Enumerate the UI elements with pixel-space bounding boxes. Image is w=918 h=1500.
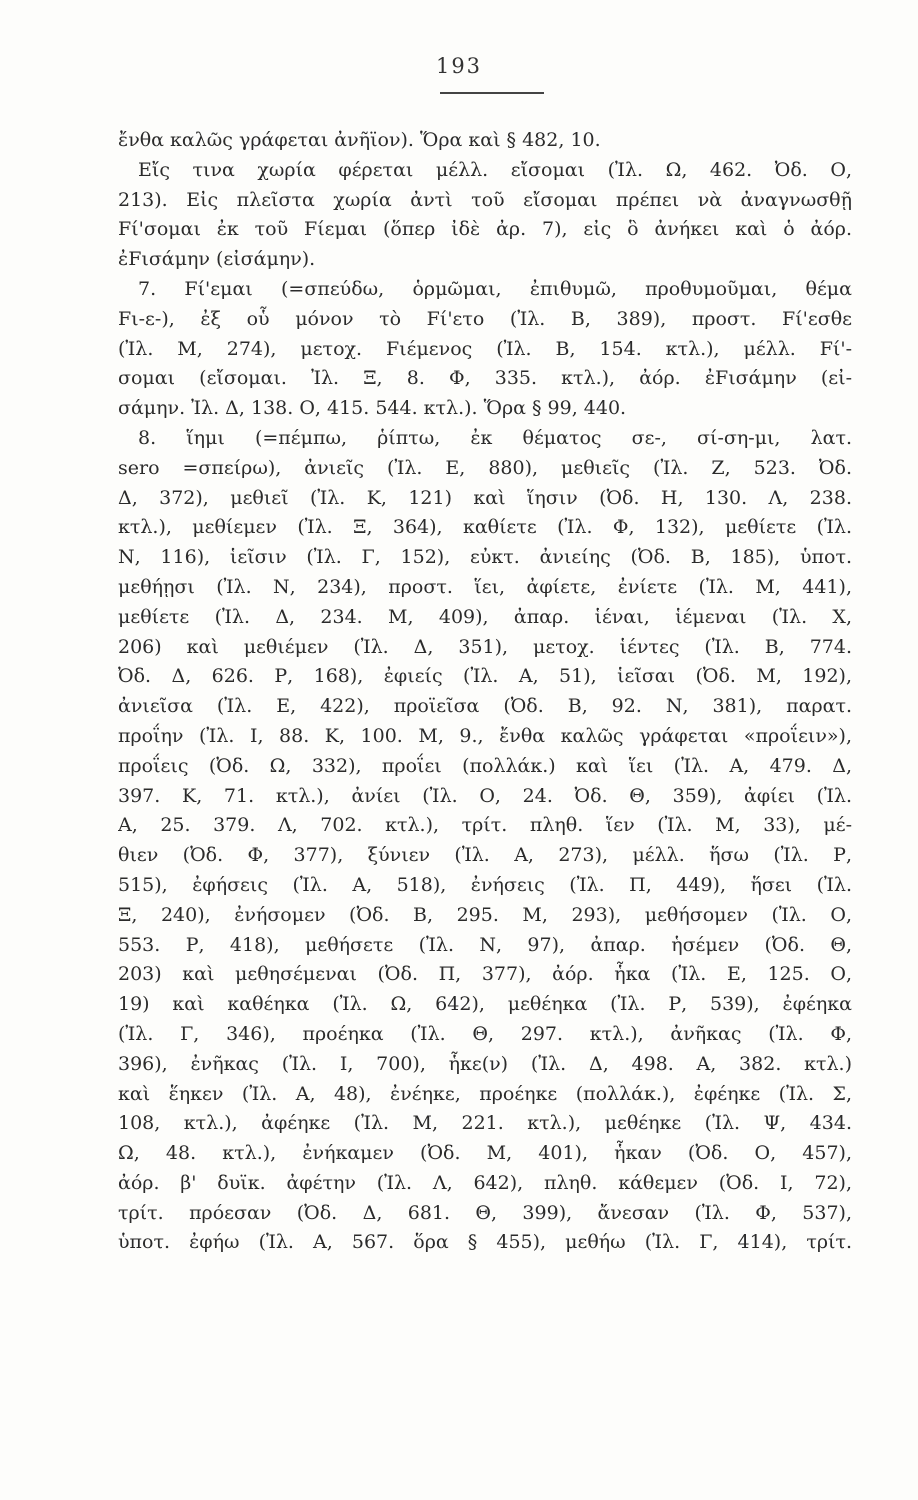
text-line: μεθίετε (Ἰλ. Δ, 234. Μ, 409), ἀπαρ. ἱέναι, ἱέμεναι (Ἰλ. Χ, — [118, 605, 852, 628]
text-line: Fί'σομαι ἐκ τοῦ Fίεμαι (ὅπερ ἰδὲ ἀρ. 7), εἰς ὃ ἀνήκει καὶ ὁ ἀόρ. — [118, 218, 852, 241]
text-line: 213). Εἰς πλεῖστα χωρία ἀντὶ τοῦ εἴσομαι πρέπει νὰ ἀναγνωσθῇ — [118, 188, 852, 211]
text-line: μεθήῃσι (Ἰλ. Ν, 234), προστ. ἵει, ἀφίετε, ἐνίετε (Ἰλ. Μ, 441), — [118, 575, 852, 598]
text-line: Ω, 48. κτλ.), ἐνήκαμεν (Ὀδ. Μ, 401), ἧκαν (Ὀδ. Ο, 457), — [118, 1142, 852, 1165]
text-line: καὶ ἕηκεν (Ἰλ. Α, 48), ἐνέηκε, προέηκε (πολλάκ.), ἐφέηκε (Ἰλ. Σ, — [118, 1082, 852, 1105]
text-line: 206) καὶ μεθιέμεν (Ἰλ. Δ, 351), μετοχ. ἱέντες (Ἰλ. Β, 774. — [118, 635, 852, 658]
text-line: ἀνιεῖσα (Ἰλ. Ε, 422), προϊεῖσα (Ὀδ. Β, 92. Ν, 381), παρατ. — [118, 695, 852, 718]
text-line: ἀόρ. β' δυϊκ. ἀφέτην (Ἰλ. Λ, 642), πληθ. κάθεμεν (Ὀδ. Ι, 72), — [118, 1171, 852, 1194]
text-line: ἐFισάμην (εἰσάμην). — [118, 248, 316, 271]
page-number: 193 — [435, 54, 483, 78]
text-line: 8. ἵημι (=πέμπω, ῥίπτω, ἐκ θέματος σε-, σί-ση-μι, λατ. — [138, 426, 852, 449]
text-line: 203) καὶ μεθησέμεναι (Ὀδ. Π, 377), ἀόρ. ἧκα (Ἰλ. Ε, 125. Ο, — [118, 963, 852, 986]
text-line: ἔνθα καλῶς γράφεται ἀνῆϊον). Ὅρα καὶ § 482, 10. — [118, 129, 601, 151]
text-line: 7. Fί'εμαι (=σπεύδω, ὁρμῶμαι, ἐπιθυμῶ, προθυμοῦμαι, θέμα — [138, 277, 852, 300]
text-line: Ὀδ. Δ, 626. Ρ, 168), ἐφιείς (Ἰλ. Α, 51), ἱεῖσαι (Ὀδ. Μ, 192), — [118, 665, 852, 688]
text-line: κτλ.), μεθίεμεν (Ἰλ. Ξ, 364), καθίετε (Ἰλ. Φ, 132), μεθίετε (Ἰλ. — [118, 516, 852, 539]
text-line: Fι-ε-), ἐξ οὗ μόνον τὸ Fί'ετο (Ἰλ. Β, 389), προστ. Fί'εσθε — [118, 307, 852, 330]
text-line: 397. Κ, 71. κτλ.), ἀνίει (Ἰλ. Ο, 24. Ὀδ. Θ, 359), ἀφίει (Ἰλ. — [118, 784, 852, 807]
header-rule — [440, 92, 544, 94]
text-line: sero =σπείρω), ἀνιεῖς (Ἰλ. Ε, 880), μεθιεῖς (Ἰλ. Ζ, 523. Ὀδ. — [118, 456, 852, 479]
text-line: 396), ἐνῆκας (Ἰλ. Ι, 700), ἧκε(ν) (Ἰλ. Δ, 498. Α, 382. κτλ.) — [118, 1052, 852, 1075]
body-text — [118, 126, 852, 1258]
text-line: (Ἰλ. Γ, 346), προέηκα (Ἰλ. Θ, 297. κτλ.), ἀνῆκας (Ἰλ. Φ, — [118, 1022, 852, 1045]
text-line: Ξ, 240), ἐνήσομεν (Ὀδ. Β, 295. Μ, 293), μεθήσομεν (Ἰλ. Ο, — [118, 903, 852, 926]
text-line: (Ἰλ. Μ, 274), μετοχ. Fιέμενος (Ἰλ. Β, 154. κτλ.), μέλλ. Fί'- — [118, 337, 852, 360]
text-line: προΐην (Ἰλ. Ι, 88. Κ, 100. Μ, 9., ἔνθα καλῶς γράφεται «προΐειν»), — [118, 724, 852, 747]
text-line: Δ, 372), μεθιεῖ (Ἰλ. Κ, 121) καὶ ἵησιν (Ὀδ. Η, 130. Λ, 238. — [118, 486, 852, 509]
text-line: Εἴς τινα χωρία φέρεται μέλλ. εἴσομαι (Ἰλ. Ω, 462. Ὀδ. Ο, — [138, 158, 852, 181]
text-line: ὑποτ. ἐφήω (Ἰλ. Α, 567. ὅρα § 455), μεθήω (Ἰλ. Γ, 414), τρίτ. — [118, 1231, 852, 1254]
text-line: 515), ἐφήσεις (Ἰλ. Α, 518), ἐνήσεις (Ἰλ. Π, 449), ἥσει (Ἰλ. — [118, 873, 852, 896]
text-line: 108, κτλ.), ἀφέηκε (Ἰλ. Μ, 221. κτλ.), μεθέηκε (Ἰλ. Ψ, 434. — [118, 1112, 852, 1135]
text-line: θιεν (Ὀδ. Φ, 377), ξύνιεν (Ἰλ. Α, 273), μέλλ. ἥσω (Ἰλ. Ρ, — [118, 844, 852, 867]
text-line: 19) καὶ καθέηκα (Ἰλ. Ω, 642), μεθέηκα (Ἰλ. Ρ, 539), ἐφέηκα — [118, 993, 852, 1016]
text-line: τρίτ. πρόεσαν (Ὀδ. Δ, 681. Θ, 399), ἄνεσαν (Ἰλ. Φ, 537), — [118, 1201, 852, 1224]
text-line: Ν, 116), ἱεῖσιν (Ἰλ. Γ, 152), εὐκτ. ἀνιείης (Ὀδ. Β, 185), ὑποτ. — [118, 546, 852, 569]
text-line: 553. Ρ, 418), μεθήσετε (Ἰλ. Ν, 97), ἀπαρ. ἡσέμεν (Ὀδ. Θ, — [118, 933, 852, 956]
text-line: Α, 25. 379. Λ, 702. κτλ.), τρίτ. πληθ. ἵεν (Ἰλ. Μ, 33), μέ- — [118, 814, 852, 837]
text-line: σομαι (εἴσομαι. Ἰλ. Ξ, 8. Φ, 335. κτλ.), ἀόρ. ἐFισάμην (εἰ- — [118, 367, 852, 390]
text-line: προΐεις (Ὀδ. Ω, 332), προΐει (πολλάκ.) καὶ ἵει (Ἰλ. Α, 479. Δ, — [118, 754, 852, 777]
text-line: σάμην. Ἰλ. Δ, 138. Ο, 415. 544. κτλ.). Ὅρα § 99, 440. — [118, 397, 627, 420]
